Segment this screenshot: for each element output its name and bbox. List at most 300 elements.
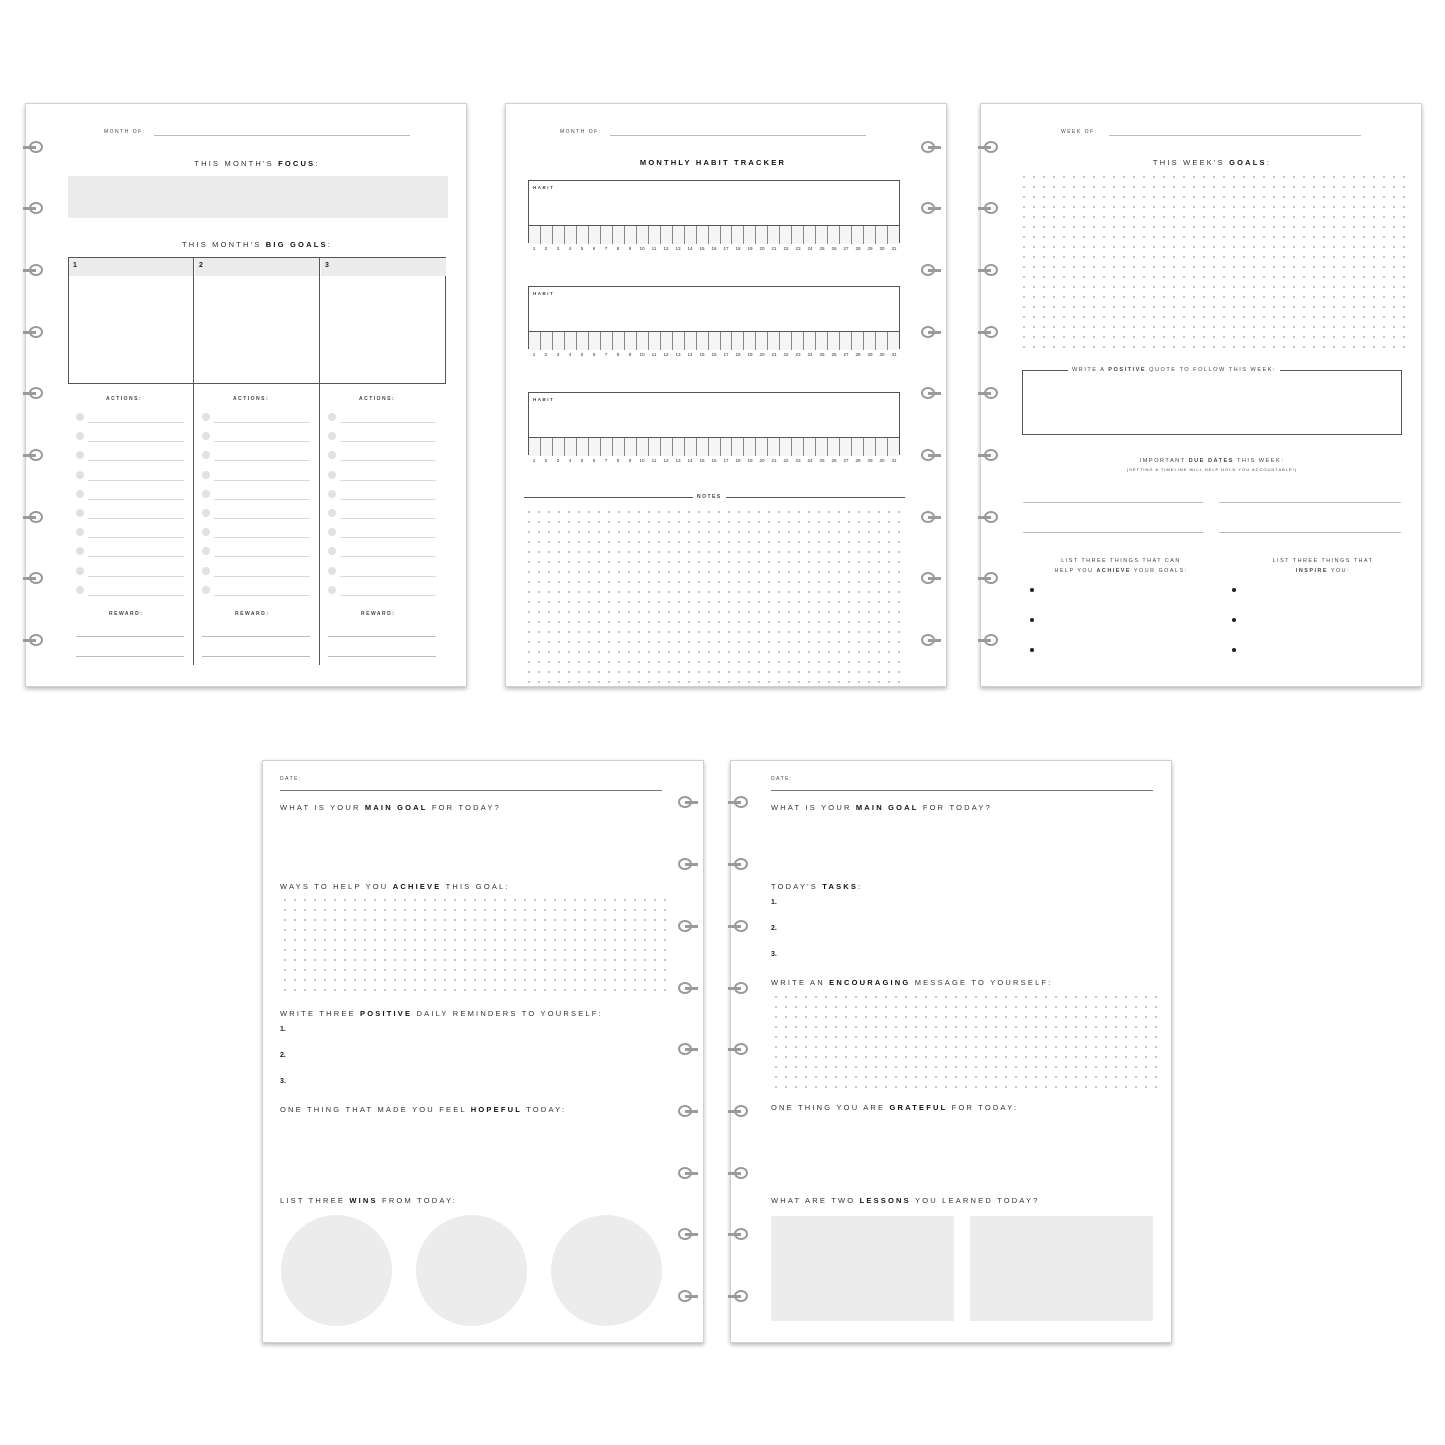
habit-day-cell[interactable] [589, 438, 601, 456]
habit-day-number: 26 [831, 246, 837, 251]
reward-line [328, 636, 436, 637]
binder-ring-icon [919, 511, 941, 525]
habit-day-cell[interactable] [553, 332, 565, 350]
habit-day-cell[interactable] [732, 226, 744, 244]
habit-day-cell[interactable] [601, 332, 613, 350]
action-line [214, 480, 310, 481]
binder-ring-icon [978, 264, 1000, 278]
binder-ring-icon [919, 449, 941, 463]
habit-day-cell[interactable] [685, 226, 697, 244]
habit-day-cell[interactable] [852, 332, 864, 350]
habit-day-number: 13 [675, 458, 681, 463]
habit-day-cell[interactable] [649, 226, 661, 244]
habit-day-cell[interactable] [577, 226, 589, 244]
month-of-line [154, 135, 410, 136]
action-bullet [76, 471, 84, 479]
habit-day-number: 20 [759, 246, 765, 251]
habit-day-numbers [528, 246, 900, 251]
week-goals-title: THIS WEEK'S GOALS: [1152, 158, 1272, 167]
action-line [340, 556, 436, 557]
habit-day-cell[interactable] [804, 226, 816, 244]
habit-day-number: 18 [735, 246, 741, 251]
hopeful-prompt: ONE THING THAT MADE YOU FEEL HOPEFUL TODAY: [280, 1105, 567, 1114]
habit-day-cell[interactable] [864, 438, 876, 456]
habit-day-number: 15 [699, 246, 705, 251]
habit-day-cell[interactable] [589, 332, 601, 350]
main-goal-prompt: WHAT IS YOUR MAIN GOAL FOR TODAY? [280, 803, 501, 812]
binder-ring-icon [919, 387, 941, 401]
action-line [88, 480, 184, 481]
habit-day-cell[interactable] [565, 226, 577, 244]
habit-day-number: 22 [783, 246, 789, 251]
habit-day-number: 10 [639, 458, 645, 463]
habit-day-cell[interactable] [840, 226, 852, 244]
habit-day-number: 27 [843, 352, 849, 357]
habit-day-number: 2 [544, 246, 548, 251]
habit-day-cell[interactable] [697, 332, 709, 350]
date-line [771, 790, 1153, 791]
habit-day-number: 1 [532, 458, 536, 463]
habit-day-cell[interactable] [888, 226, 899, 244]
habit-day-cell[interactable] [577, 332, 589, 350]
habit-day-cell[interactable] [625, 226, 637, 244]
habit-day-cell[interactable] [864, 226, 876, 244]
habit-day-cell[interactable] [732, 438, 744, 456]
habit-day-number: 12 [663, 246, 669, 251]
habit-day-cell[interactable] [541, 438, 553, 456]
quote-title: WRITE A POSITIVE QUOTE TO FOLLOW THIS WEEK: [1068, 367, 1280, 373]
habit-day-numbers [528, 352, 900, 357]
habit-day-number: 25 [819, 352, 825, 357]
binder-ring-icon [978, 387, 1000, 401]
action-line [340, 499, 436, 500]
reminder-number-1: 1. [280, 1026, 286, 1033]
achieve-ways-prompt: WAYS TO HELP YOU ACHIEVE THIS GOAL: [280, 882, 510, 891]
habit-day-cell[interactable] [625, 438, 637, 456]
habit-day-cell[interactable] [709, 226, 721, 244]
due-dates-title: IMPORTANT DUE DATES THIS WEEK: [1139, 458, 1285, 464]
binder-ring-icon [978, 572, 1000, 586]
habit-day-cell[interactable] [613, 332, 625, 350]
reminder-number-3: 3. [280, 1078, 286, 1085]
habit-day-number: 4 [568, 246, 572, 251]
binder-ring-icon [728, 858, 750, 872]
habit-day-number: 23 [795, 458, 801, 463]
binder-ring-icon [23, 326, 45, 340]
habit-day-number: 14 [687, 458, 693, 463]
habit-day-number: 21 [771, 352, 777, 357]
habit-day-cell[interactable] [876, 226, 888, 244]
habit-day-cell[interactable] [721, 438, 733, 456]
habit-day-number: 22 [783, 352, 789, 357]
big-goals-title: THIS MONTH'S BIG GOALS: [182, 240, 332, 249]
habit-day-number: 5 [580, 458, 584, 463]
action-line [340, 480, 436, 481]
achieve-line-2: HELP YOU ACHIEVE YOUR GOALS: [1054, 568, 1188, 574]
achieve-bullet [1030, 618, 1034, 622]
goal-header-3 [321, 258, 446, 276]
grateful-prompt: ONE THING YOU ARE GRATEFUL FOR TODAY: [771, 1103, 1019, 1112]
habit-day-cell[interactable] [613, 438, 625, 456]
habit-day-number: 13 [675, 246, 681, 251]
habit-day-number: 4 [568, 352, 572, 357]
action-line [340, 441, 436, 442]
habit-day-number: 24 [807, 352, 813, 357]
habit-day-number: 11 [651, 352, 657, 357]
habit-day-cell[interactable] [697, 226, 709, 244]
action-bullet [202, 432, 210, 440]
habit-day-number: 8 [616, 352, 620, 357]
action-bullet [202, 509, 210, 517]
action-bullet [76, 413, 84, 421]
task-number-1: 1. [771, 899, 777, 906]
action-line [214, 556, 310, 557]
action-bullet [76, 547, 84, 555]
binder-ring-icon [676, 796, 698, 810]
action-line [214, 441, 310, 442]
habit-day-number: 3 [556, 458, 560, 463]
achieve-dot-grid [280, 895, 666, 995]
habit-day-number: 1 [532, 246, 536, 251]
habit-day-number: 16 [711, 458, 717, 463]
action-bullet [328, 413, 336, 421]
habit-day-number: 21 [771, 246, 777, 251]
action-bullet [76, 567, 84, 575]
action-bullet [328, 432, 336, 440]
task-number-3: 3. [771, 951, 777, 958]
habit-day-cell[interactable] [661, 332, 673, 350]
habit-day-number: 17 [723, 352, 729, 357]
habit-day-number: 18 [735, 458, 741, 463]
habit-day-cell[interactable] [613, 226, 625, 244]
action-line [88, 556, 184, 557]
win-circle [416, 1215, 527, 1326]
action-bullet [202, 451, 210, 459]
achieve-bullet [1030, 588, 1034, 592]
focus-box [68, 176, 448, 218]
habit-day-cell[interactable] [768, 226, 780, 244]
habit-day-number: 20 [759, 458, 765, 463]
habit-day-cell[interactable] [553, 438, 565, 456]
habit-day-cell[interactable] [709, 332, 721, 350]
focus-title: THIS MONTH'S FOCUS: [194, 159, 320, 168]
reward-label-3: REWARD: [361, 611, 396, 617]
reward-line [202, 636, 310, 637]
habit-day-cell[interactable] [768, 438, 780, 456]
action-bullet [328, 528, 336, 536]
habit-day-cell[interactable] [756, 332, 768, 350]
daily-page-grateful [730, 760, 1172, 1343]
habit-day-cell[interactable] [529, 438, 541, 456]
habit-day-cell[interactable] [792, 438, 804, 456]
inspire-bullet [1232, 588, 1236, 592]
habit-day-cell[interactable] [804, 438, 816, 456]
habit-day-number: 21 [771, 458, 777, 463]
binder-ring-icon [23, 141, 45, 155]
habit-tracker-page [505, 103, 947, 687]
habit-day-cell[interactable] [637, 226, 649, 244]
habit-day-cells [529, 331, 899, 350]
weekly-page [980, 103, 1422, 687]
action-bullet [202, 490, 210, 498]
wins-prompt: LIST THREE WINS FROM TODAY: [280, 1196, 458, 1205]
habit-block [528, 180, 900, 243]
binder-ring-icon [728, 1105, 750, 1119]
habit-day-number: 1 [532, 352, 536, 357]
binder-ring-icon [919, 572, 941, 586]
habit-day-number: 13 [675, 352, 681, 357]
binder-ring-icon [728, 1228, 750, 1242]
habit-day-number: 15 [699, 352, 705, 357]
habit-day-number: 11 [651, 458, 657, 463]
action-line [340, 460, 436, 461]
habit-day-cell[interactable] [697, 438, 709, 456]
due-date-line [1219, 532, 1401, 533]
goals-dot-grid [1019, 172, 1405, 348]
habit-day-cell[interactable] [625, 332, 637, 350]
habit-day-cell[interactable] [529, 226, 541, 244]
binder-ring-icon [676, 858, 698, 872]
habit-day-cell[interactable] [888, 438, 899, 456]
habit-day-cell[interactable] [792, 332, 804, 350]
action-bullet [202, 586, 210, 594]
habit-day-cell[interactable] [816, 332, 828, 350]
binder-ring-icon [978, 326, 1000, 340]
habit-day-cell[interactable] [673, 226, 685, 244]
habit-label: HABIT [533, 291, 555, 296]
inspire-line-1: LIST THREE THINGS THAT [1272, 558, 1374, 564]
habit-day-number: 8 [616, 458, 620, 463]
actions-label-2: ACTIONS: [233, 396, 270, 402]
reward-line [76, 656, 184, 657]
action-line [340, 537, 436, 538]
habit-day-cell[interactable] [876, 332, 888, 350]
habit-day-cell[interactable] [780, 226, 792, 244]
reward-line [202, 656, 310, 657]
habit-day-cell[interactable] [661, 226, 673, 244]
habit-day-number: 5 [580, 246, 584, 251]
habit-day-number: 26 [831, 458, 837, 463]
reward-label-1: REWARD: [109, 611, 144, 617]
binder-ring-icon [676, 920, 698, 934]
action-bullet [202, 567, 210, 575]
habit-day-cell[interactable] [649, 332, 661, 350]
action-bullet [202, 547, 210, 555]
win-circle [281, 1215, 392, 1326]
habit-day-numbers [528, 458, 900, 463]
habit-day-cell[interactable] [864, 332, 876, 350]
habit-day-number: 14 [687, 246, 693, 251]
habit-day-cell[interactable] [780, 438, 792, 456]
habit-day-cell[interactable] [804, 332, 816, 350]
habit-day-cell[interactable] [541, 332, 553, 350]
habit-day-cell[interactable] [852, 438, 864, 456]
habit-day-cell[interactable] [756, 438, 768, 456]
habit-day-number: 27 [843, 246, 849, 251]
binder-ring-icon [23, 511, 45, 525]
inspire-bullet [1232, 618, 1236, 622]
binder-ring-icon [676, 1228, 698, 1242]
habit-day-cell[interactable] [529, 332, 541, 350]
action-line [340, 518, 436, 519]
achieve-line-1: LIST THREE THINGS THAT CAN [1061, 558, 1181, 564]
daily-page-hopeful [262, 760, 704, 1343]
habit-day-cell[interactable] [756, 226, 768, 244]
column-divider-1 [193, 257, 194, 665]
habit-day-cell[interactable] [816, 226, 828, 244]
habit-day-number: 16 [711, 246, 717, 251]
habit-day-number: 23 [795, 246, 801, 251]
binder-ring-icon [676, 1167, 698, 1181]
habit-day-cell[interactable] [721, 226, 733, 244]
habit-day-cell[interactable] [637, 332, 649, 350]
habit-day-number: 3 [556, 246, 560, 251]
action-bullet [328, 451, 336, 459]
binder-ring-icon [919, 202, 941, 216]
reward-line [76, 636, 184, 637]
habit-day-cell[interactable] [876, 438, 888, 456]
lessons-prompt: WHAT ARE TWO LESSONS YOU LEARNED TODAY? [771, 1196, 1040, 1205]
habit-day-number: 12 [663, 458, 669, 463]
habit-day-cell[interactable] [840, 438, 852, 456]
habit-day-cell[interactable] [673, 332, 685, 350]
goal-header-1 [69, 258, 194, 276]
action-line [214, 537, 310, 538]
action-bullet [328, 509, 336, 517]
habit-day-number: 19 [747, 458, 753, 463]
habit-day-number: 7 [604, 246, 608, 251]
habit-day-number: 9 [628, 352, 632, 357]
due-dates-subtitle: (SETTING A TIMELINE WILL HELP HOLD YOU ACCOUNTABLE!) [1126, 467, 1298, 472]
habit-day-cell[interactable] [792, 226, 804, 244]
action-line [88, 576, 184, 577]
habit-day-number: 26 [831, 352, 837, 357]
habit-block [528, 286, 900, 349]
habit-day-cell[interactable] [828, 332, 840, 350]
habit-day-number: 15 [699, 458, 705, 463]
habit-label: HABIT [533, 185, 555, 190]
action-bullet [202, 471, 210, 479]
notes-label: NOTES [693, 494, 726, 500]
habit-day-cell[interactable] [709, 438, 721, 456]
habit-day-cell[interactable] [541, 226, 553, 244]
inspire-title [1223, 556, 1423, 576]
binder-ring-icon [23, 387, 45, 401]
habit-day-number: 2 [544, 458, 548, 463]
habit-day-cell[interactable] [685, 438, 697, 456]
habit-day-cell[interactable] [744, 438, 756, 456]
habit-day-cell[interactable] [780, 332, 792, 350]
inspire-bullet [1232, 648, 1236, 652]
habit-day-number: 12 [663, 352, 669, 357]
habit-day-number: 31 [891, 458, 897, 463]
habit-day-cell[interactable] [852, 226, 864, 244]
habit-day-cell[interactable] [637, 438, 649, 456]
habit-day-cell[interactable] [732, 332, 744, 350]
habit-day-number: 29 [867, 458, 873, 463]
habit-day-cell[interactable] [649, 438, 661, 456]
habit-day-cell[interactable] [744, 332, 756, 350]
action-bullet [76, 451, 84, 459]
habit-day-number: 6 [592, 246, 596, 251]
habit-day-cell[interactable] [721, 332, 733, 350]
binder-ring-icon [23, 202, 45, 216]
action-bullet [76, 528, 84, 536]
binder-ring-icon [728, 796, 750, 810]
big-goals-box [68, 257, 446, 384]
habit-day-cell[interactable] [828, 438, 840, 456]
lesson-box [970, 1216, 1153, 1321]
achieve-title [1021, 556, 1221, 576]
binder-ring-icon [978, 141, 1000, 155]
binder-ring-icon [728, 1043, 750, 1057]
habit-day-number: 31 [891, 352, 897, 357]
action-line [88, 422, 184, 423]
action-bullet [202, 528, 210, 536]
habit-day-cell[interactable] [553, 226, 565, 244]
action-line [214, 518, 310, 519]
due-date-line [1023, 502, 1203, 503]
habit-day-number: 6 [592, 352, 596, 357]
habit-day-number: 9 [628, 246, 632, 251]
habit-day-number: 7 [604, 458, 608, 463]
goal-number-3: 3 [325, 262, 329, 269]
habit-day-number: 25 [819, 246, 825, 251]
habit-day-cell[interactable] [888, 332, 899, 350]
binder-ring-icon [676, 982, 698, 996]
achieve-bullet [1030, 648, 1034, 652]
habit-day-number: 20 [759, 352, 765, 357]
action-bullet [328, 547, 336, 555]
habit-day-cell[interactable] [565, 438, 577, 456]
goal-header-2 [195, 258, 320, 276]
habit-day-cell[interactable] [601, 438, 613, 456]
habit-day-number: 10 [639, 246, 645, 251]
binder-ring-icon [919, 141, 941, 155]
due-date-line [1023, 532, 1203, 533]
habit-day-cell[interactable] [673, 438, 685, 456]
binder-ring-icon [978, 202, 1000, 216]
habit-day-number: 29 [867, 246, 873, 251]
binder-ring-icon [978, 634, 1000, 648]
date-line [280, 790, 662, 791]
action-bullet [328, 586, 336, 594]
habit-day-cell[interactable] [816, 438, 828, 456]
habit-day-cell[interactable] [685, 332, 697, 350]
habit-day-cell[interactable] [828, 226, 840, 244]
main-goal-prompt: WHAT IS YOUR MAIN GOAL FOR TODAY? [771, 803, 992, 812]
column-divider-2 [319, 257, 320, 665]
habit-day-cell[interactable] [661, 438, 673, 456]
reward-label-2: REWARD: [235, 611, 270, 617]
habit-day-cell[interactable] [744, 226, 756, 244]
lesson-box [771, 1216, 954, 1321]
habit-day-cell[interactable] [840, 332, 852, 350]
habit-day-cell[interactable] [601, 226, 613, 244]
habit-day-cell[interactable] [589, 226, 601, 244]
date-label: DATE: [771, 776, 793, 782]
habit-day-cell[interactable] [768, 332, 780, 350]
habit-day-number: 17 [723, 246, 729, 251]
habit-day-cell[interactable] [577, 438, 589, 456]
habit-day-number: 19 [747, 246, 753, 251]
habit-day-number: 6 [592, 458, 596, 463]
habit-day-cell[interactable] [565, 332, 577, 350]
habit-day-number: 30 [879, 246, 885, 251]
habit-day-number: 30 [879, 458, 885, 463]
week-of-line [1109, 135, 1361, 136]
habit-day-number: 11 [651, 246, 657, 251]
